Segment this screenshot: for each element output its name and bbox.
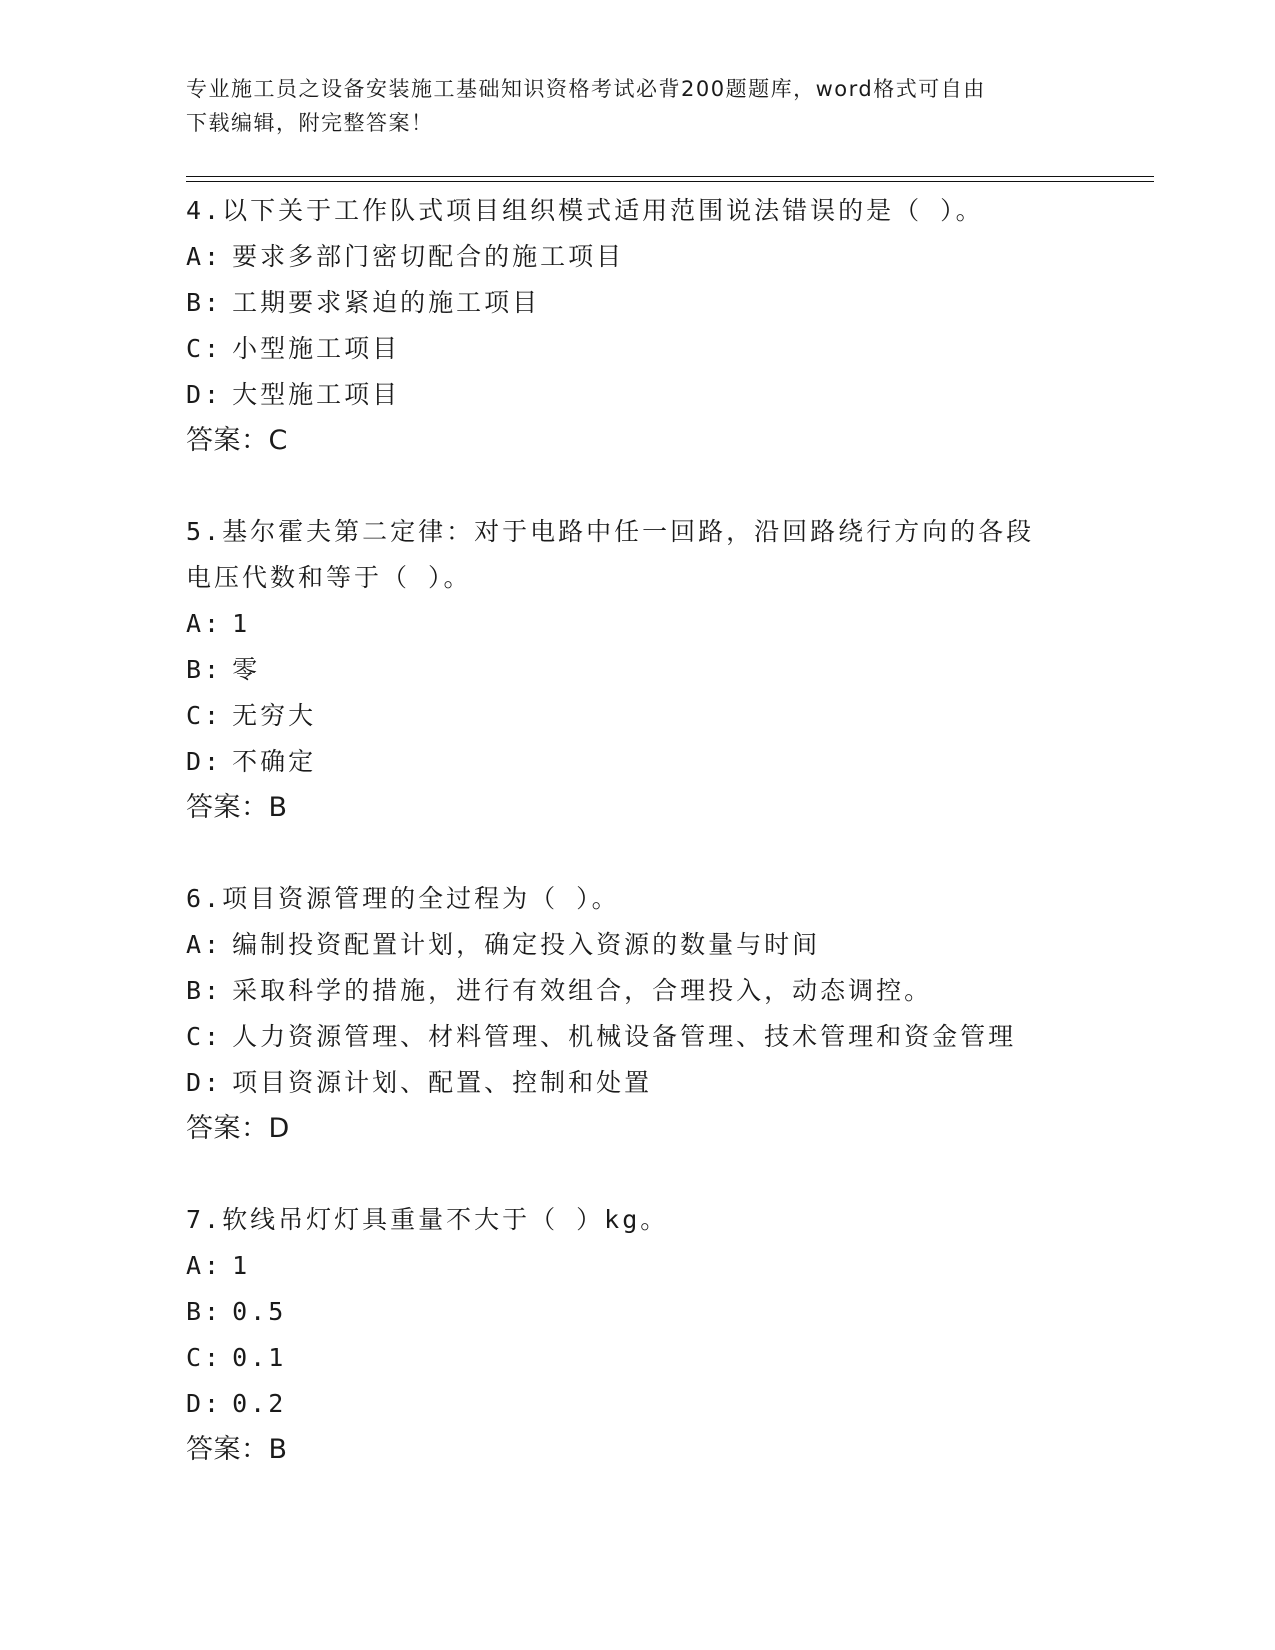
- answer-option: [186, 647, 1086, 693]
- answer-option: [186, 1289, 1086, 1335]
- question-block: [186, 876, 1086, 1152]
- question-list: [186, 188, 1086, 1518]
- option-key: B:: [186, 288, 223, 317]
- option-text: 人力资源管理、材料管理、机械设备管理、技术管理和资金管理: [232, 1022, 1017, 1051]
- question-block: [186, 188, 1086, 464]
- answer-option: [186, 1060, 1086, 1106]
- document-header: [186, 72, 1086, 140]
- correct-answer: 答案：B: [186, 1434, 288, 1465]
- header-line-2: 下载编辑，附完整答案！: [186, 111, 434, 135]
- option-key: A:: [186, 242, 223, 271]
- option-text: 工期要求紧迫的施工项目: [232, 288, 541, 317]
- option-text: 1: [232, 609, 251, 638]
- header-divider-bottom: [186, 181, 1154, 182]
- option-text: 大型施工项目: [232, 380, 401, 409]
- answer-option: [186, 601, 1086, 647]
- option-key: D:: [186, 380, 223, 409]
- option-key: B:: [186, 1297, 223, 1326]
- option-key: B:: [186, 976, 223, 1005]
- option-text: 要求多部门密切配合的施工项目: [232, 242, 625, 271]
- correct-answer: 答案：C: [186, 425, 288, 456]
- option-text: 采取科学的措施，进行有效组合，合理投入，动态调控。: [232, 976, 933, 1005]
- answer-option: [186, 1014, 1086, 1060]
- option-text: 1: [232, 1251, 251, 1280]
- answer-option: [186, 1381, 1086, 1427]
- question-stem: 6.项目资源管理的全过程为（ ）。: [186, 884, 620, 913]
- option-key: B:: [186, 655, 223, 684]
- option-text: 零: [232, 655, 261, 684]
- answer-option: [186, 1243, 1086, 1289]
- option-key: C:: [186, 1022, 223, 1051]
- option-text: 小型施工项目: [232, 334, 401, 363]
- answer-option: [186, 693, 1086, 739]
- correct-answer: 答案：D: [186, 1113, 290, 1144]
- option-key: D:: [186, 747, 223, 776]
- option-text: 不确定: [232, 747, 317, 776]
- option-text: 项目资源计划、配置、控制和处置: [232, 1068, 653, 1097]
- answer-option: [186, 922, 1086, 968]
- question-stem: 电压代数和等于（ ）。: [186, 563, 472, 592]
- option-key: A:: [186, 930, 223, 959]
- option-key: D:: [186, 1389, 223, 1418]
- question-stem: 4.以下关于工作队式项目组织模式适用范围说法错误的是（ ）。: [186, 196, 984, 225]
- option-text: 0.1: [232, 1343, 287, 1372]
- option-key: A:: [186, 1251, 223, 1280]
- question-stem: 7.软线吊灯灯具重量不大于（ ）kg。: [186, 1205, 669, 1234]
- option-key: C:: [186, 334, 223, 363]
- header-line-1: 专业施工员之设备安装施工基础知识资格考试必背200题题库，word格式可自由: [186, 77, 986, 101]
- question-block: [186, 509, 1086, 831]
- answer-option: [186, 372, 1086, 418]
- correct-answer: 答案：B: [186, 792, 288, 823]
- option-text: 0.2: [232, 1389, 287, 1418]
- question-block: [186, 1197, 1086, 1473]
- answer-option: [186, 234, 1086, 280]
- answer-option: [186, 326, 1086, 372]
- question-stem: 5.基尔霍夫第二定律：对于电路中任一回路，沿回路绕行方向的各段: [186, 517, 1035, 546]
- option-key: D:: [186, 1068, 223, 1097]
- option-text: 无穷大: [232, 701, 317, 730]
- answer-option: [186, 280, 1086, 326]
- option-text: 0.5: [232, 1297, 287, 1326]
- answer-option: [186, 739, 1086, 785]
- option-key: C:: [186, 701, 223, 730]
- answer-option: [186, 1335, 1086, 1381]
- option-key: A:: [186, 609, 223, 638]
- option-text: 编制投资配置计划，确定投入资源的数量与时间: [232, 930, 821, 959]
- header-divider-top: [186, 176, 1154, 177]
- answer-option: [186, 968, 1086, 1014]
- option-key: C:: [186, 1343, 223, 1372]
